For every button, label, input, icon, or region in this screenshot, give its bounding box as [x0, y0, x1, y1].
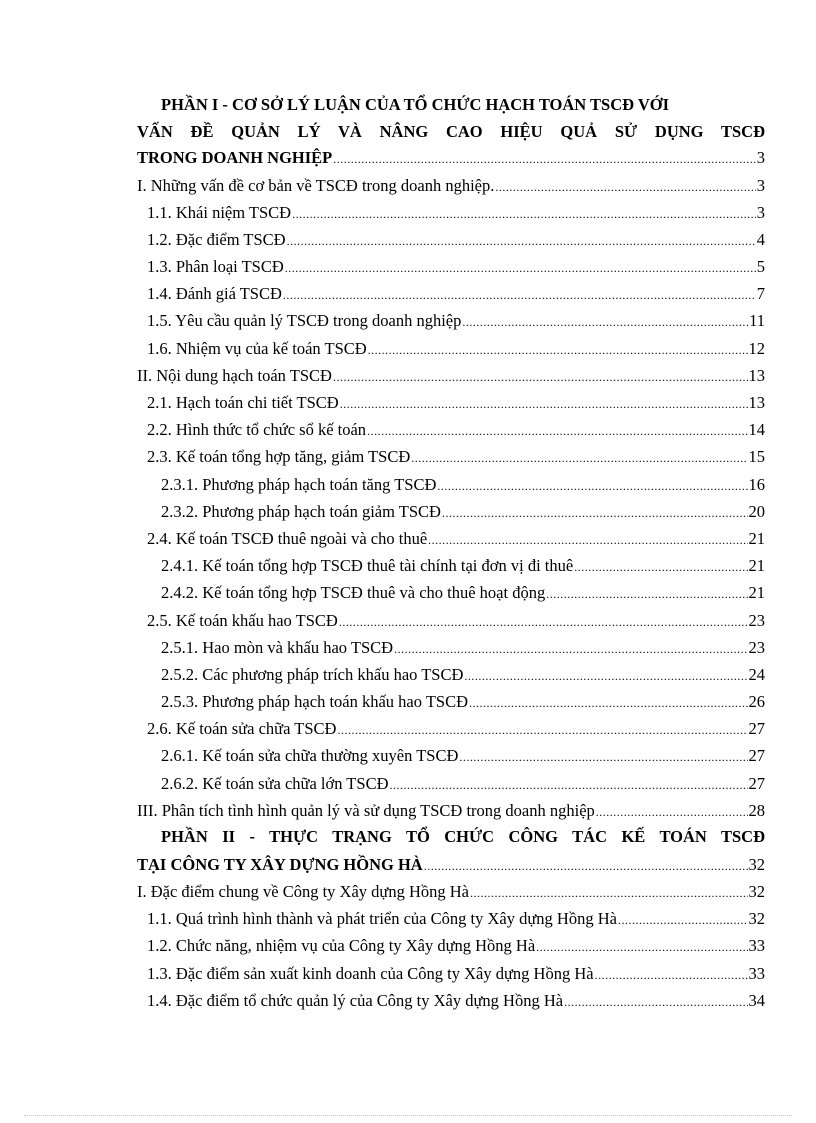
dot-leader [574, 554, 747, 581]
toc-entry-title: 1.4. Đánh giá TSCĐ [147, 284, 282, 304]
dot-leader [428, 527, 747, 554]
part-1-heading-line-2: VẤN ĐỀ QUẢN LÝ VÀ NÂNG CAO HIỆU QUẢ SỬ DỤNG TSCĐ [137, 121, 765, 141]
dot-leader [462, 309, 748, 336]
toc-entry[interactable] [137, 416, 765, 443]
dot-leader [287, 228, 756, 255]
dot-leader [470, 880, 748, 907]
toc-entry[interactable] [137, 307, 765, 334]
dot-leader [333, 146, 755, 173]
dot-leader [368, 337, 748, 364]
toc-entry-title: I. Những vấn đề cơ bản về TSCĐ trong doanh nghiệp. [137, 175, 495, 195]
dot-leader [394, 636, 747, 663]
toc-entry-title: 1.3. Phân loại TSCĐ [147, 257, 284, 277]
dot-leader [339, 609, 748, 636]
toc-entry-title: 1.3. Đặc điểm sản xuất kinh doanh của Công ty Xây dựng Hồng Hà [147, 963, 594, 983]
toc-entry-title: 2.5.3. Phương pháp hạch toán khấu hao TSCĐ [161, 692, 468, 712]
dot-leader [437, 473, 747, 500]
toc-entry-title: 2.5.1. Hao mòn và khấu hao TSCĐ [161, 637, 394, 657]
toc-entry-title: 2.6. Kế toán sửa chữa TSCĐ [147, 719, 337, 739]
toc-entry-title: 2.3.2. Phương pháp hạch toán giảm TSCĐ [161, 501, 441, 521]
toc-entry-title: 2.1. Hạch toán chi tiết TSCĐ [147, 393, 339, 412]
page-number: 24 [748, 664, 765, 684]
page-number: 15 [748, 447, 765, 467]
page-number: 14 [748, 420, 765, 440]
page-number: 16 [748, 474, 765, 494]
toc-entry[interactable] [137, 634, 765, 661]
dot-leader [618, 907, 748, 934]
dot-leader [459, 744, 747, 771]
toc-entry-title: 1.2. Chức năng, nhiệm vụ của Công ty Xây dựng Hồng Hà [147, 936, 536, 956]
toc-entry-title: I. Đặc điểm chung về Công ty Xây dựng Hồng Hà [137, 882, 469, 901]
page-number: 7 [756, 284, 765, 304]
toc-entry[interactable] [137, 987, 765, 1014]
page-number: 3 [756, 148, 765, 167]
toc-entry[interactable] [137, 253, 765, 280]
toc-entry-title: 2.6.1. Kế toán sửa chữa thường xuyên TSCĐ [161, 746, 459, 766]
dot-leader [564, 989, 747, 1016]
toc-entry-title: 1.1. Quá trình hình thành và phát triển của Công ty Xây dựng Hồng Hà [147, 909, 617, 929]
dot-leader [495, 174, 755, 201]
toc-entry[interactable] [137, 552, 765, 579]
page-number: 33 [748, 963, 765, 983]
toc-entry-title: 1.2. Đặc điểm TSCĐ [147, 229, 286, 249]
toc-entry-title: 2.3.1. Phương pháp hạch toán tăng TSCĐ [161, 474, 437, 494]
page-number: 11 [749, 311, 765, 331]
toc-entry-title: 2.2. Hình thức tổ chức sổ kế toán [147, 420, 367, 440]
page-number: 26 [748, 692, 765, 712]
page-number: 4 [756, 229, 765, 249]
page-number: 32 [748, 909, 765, 929]
dot-leader [333, 364, 748, 391]
dot-leader [340, 391, 748, 418]
dot-leader [469, 690, 748, 717]
dot-leader [411, 445, 747, 472]
part-2-heading-line-2: TẠI CÔNG TY XÂY DỰNG HỒNG HÀ [137, 854, 423, 874]
toc-entry[interactable] [137, 905, 765, 932]
toc-entry[interactable] [137, 335, 765, 362]
toc-entry[interactable] [137, 715, 765, 742]
page-number: 3 [756, 175, 765, 195]
toc-entry[interactable] [137, 932, 765, 959]
page-number: 23 [748, 637, 765, 657]
toc-entry[interactable] [137, 770, 765, 797]
dot-leader [337, 717, 747, 744]
toc-entry[interactable] [137, 851, 765, 879]
page-number: 13 [748, 365, 765, 385]
table-of-contents [137, 92, 765, 1014]
toc-entry-title: 2.3. Kế toán tổng hợp tăng, giảm TSCĐ [147, 447, 411, 467]
toc-entry[interactable] [137, 362, 765, 389]
toc-entry[interactable] [137, 525, 765, 552]
toc-entry[interactable] [137, 661, 765, 688]
dot-leader [536, 934, 747, 961]
toc-entry[interactable] [137, 498, 765, 525]
dot-leader [442, 500, 748, 527]
toc-entry[interactable] [137, 579, 765, 606]
page-number: 27 [748, 719, 765, 739]
dot-leader [390, 772, 748, 799]
toc-entry-title: 2.4.2. Kế toán tổng hợp TSCĐ thuê và cho thuê hoạt động [161, 583, 546, 603]
toc-entry[interactable] [137, 688, 765, 715]
page-number: 12 [748, 338, 765, 358]
page-number: 21 [748, 583, 765, 603]
toc-entry-title: 2.4.1. Kế toán tổng hợp TSCĐ thuê tài chính tại đơn vị đi thuê [161, 556, 574, 576]
page-number: 27 [748, 746, 765, 766]
dot-leader [596, 799, 748, 826]
toc-entry[interactable] [137, 172, 765, 199]
dot-leader [546, 581, 747, 608]
toc-entry[interactable] [137, 145, 765, 172]
toc-entry-title: 2.5.2. Các phương pháp trích khấu hao TSCĐ [161, 664, 464, 684]
toc-entry-title: 2.6.2. Kế toán sửa chữa lớn TSCĐ [161, 773, 389, 793]
toc-entry[interactable] [137, 878, 765, 905]
part-1-heading-line-3: TRONG DOANH NGHIỆP [137, 148, 333, 167]
part-2-heading [137, 824, 765, 878]
toc-entry-title: II. Nội dung hạch toán TSCĐ [137, 365, 332, 385]
part-1-heading-line-1: PHẦN I - CƠ SỞ LÝ LUẬN CỦA TỔ CHỨC HẠCH TOÁN TSCĐ VỚI [161, 95, 670, 114]
page-number: 3 [756, 202, 765, 222]
toc-entry-title: 2.5. Kế toán khấu hao TSCĐ [147, 610, 338, 630]
page-number: 33 [748, 936, 765, 956]
toc-entry[interactable] [137, 199, 765, 226]
toc-entry[interactable] [137, 226, 765, 253]
dot-leader [367, 418, 747, 445]
page-number: 28 [748, 800, 765, 820]
dot-leader [464, 663, 747, 690]
dot-leader [283, 282, 756, 309]
page-number: 23 [748, 610, 765, 630]
page-number: 21 [748, 528, 765, 548]
dot-leader [292, 201, 756, 228]
page-number: 13 [748, 393, 765, 412]
page-number: 32 [748, 882, 765, 901]
toc-entry[interactable] [137, 607, 765, 634]
toc-entry-title: III. Phân tích tình hình quản lý và sử dụng TSCĐ trong doanh nghiệp [137, 800, 595, 820]
dot-leader [595, 962, 748, 989]
toc-entry-title: 1.6. Nhiệm vụ của kế toán TSCĐ [147, 338, 367, 358]
page-number: 20 [748, 501, 765, 521]
toc-entry[interactable] [137, 443, 765, 470]
page-number: 32 [748, 854, 765, 874]
page-number: 5 [756, 257, 765, 277]
toc-entry-title: 1.1. Khái niệm TSCĐ [147, 202, 292, 222]
part-2-heading-line-1: PHẦN II - THỰC TRẠNG TỔ CHỨC CÔNG TÁC KẾ TOÁN TSCĐ [161, 827, 765, 846]
toc-entry[interactable] [137, 742, 765, 769]
page-number: 27 [748, 773, 765, 793]
toc-entry[interactable] [137, 797, 765, 824]
dot-leader [285, 255, 756, 282]
dot-leader [424, 853, 748, 881]
toc-entry-title: 1.4. Đặc điểm tổ chức quản lý của Công ty Xây dựng Hồng Hà [147, 990, 564, 1010]
toc-entry-title: 2.4. Kế toán TSCĐ thuê ngoài và cho thuê [147, 528, 428, 548]
part-1-heading [137, 92, 765, 172]
toc-entry[interactable] [137, 471, 765, 498]
toc-entry-title: 1.5. Yêu cầu quản lý TSCĐ trong doanh nghiệp [147, 311, 462, 331]
page-number: 34 [748, 990, 765, 1010]
toc-entry[interactable] [137, 280, 765, 307]
page-number: 21 [748, 556, 765, 576]
toc-entry[interactable] [137, 389, 765, 416]
page-bottom-divider [24, 1115, 792, 1116]
toc-entry[interactable] [137, 960, 765, 987]
